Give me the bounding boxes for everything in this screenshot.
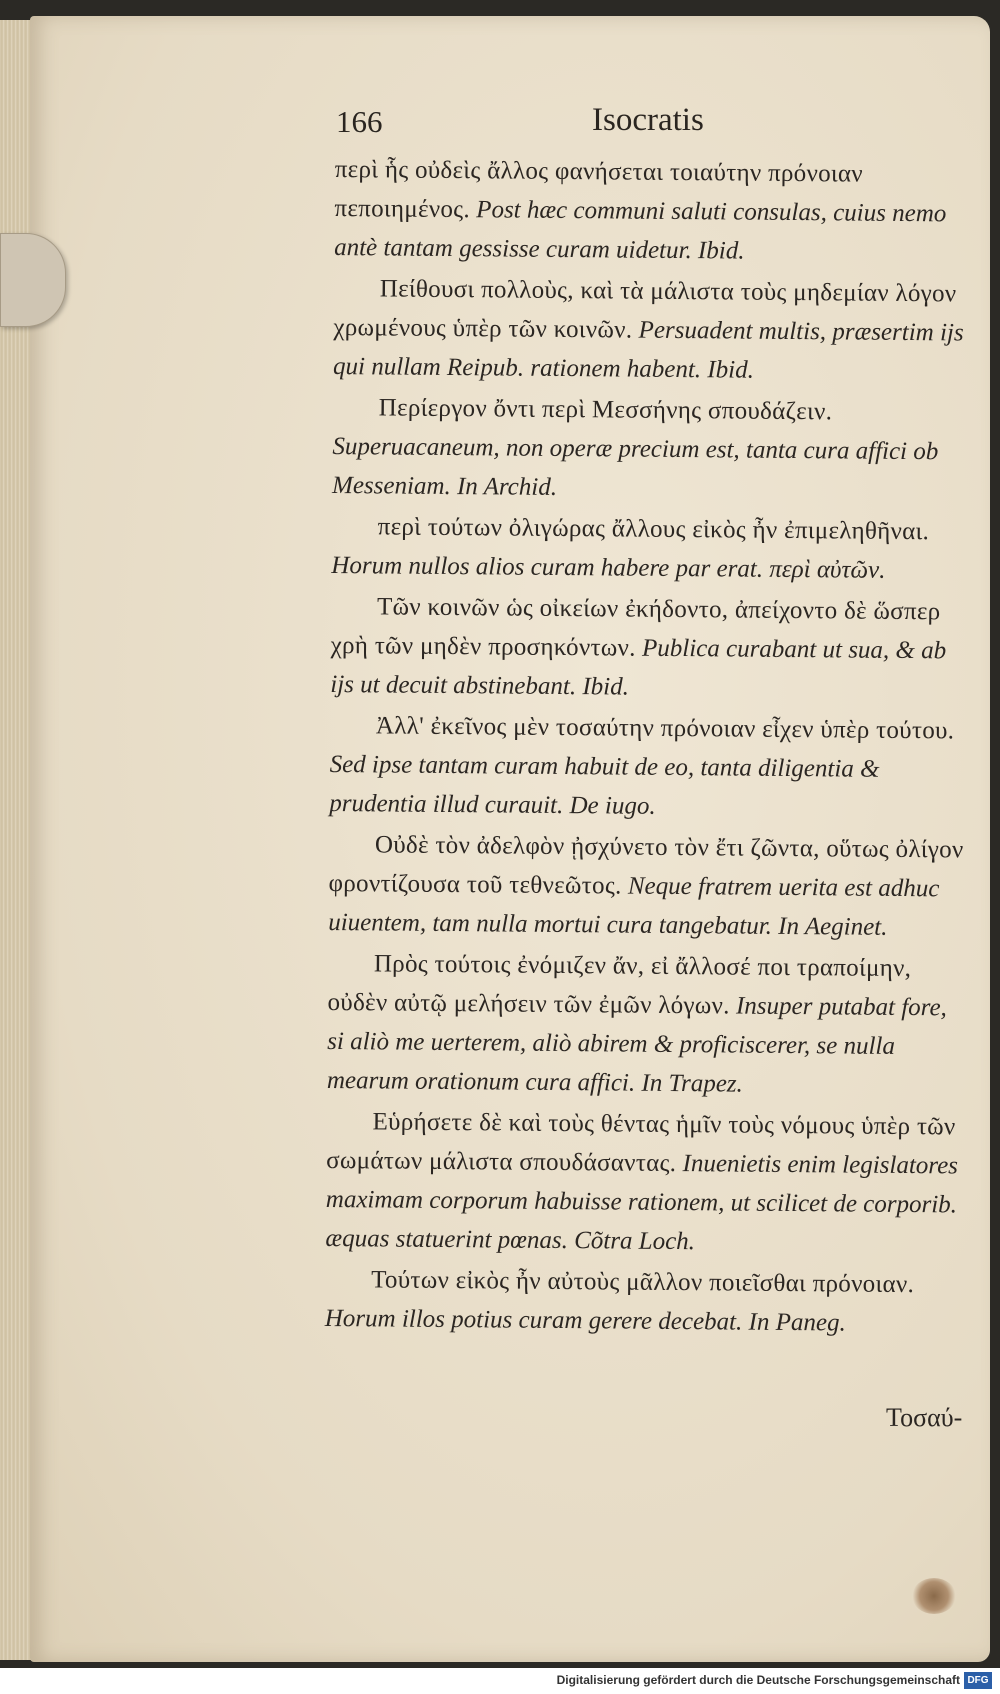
entry: [325, 1102, 966, 1264]
latin-translation: Superuacaneum, non operæ precium est, tanta cura affici ob Messeniam. In Archid.: [331, 432, 939, 501]
entry: [332, 388, 973, 511]
entry: [334, 150, 975, 273]
latin-translation: Horum nullos alios curam habere par erat. περὶ αὐτῶν.: [331, 551, 886, 584]
catchword: Τοσαύ-: [886, 1403, 963, 1432]
digitization-footer: [0, 1668, 1000, 1694]
latin-translation: Horum illos potius curam gerere decebat. In Paneg.: [324, 1304, 846, 1337]
entry: [328, 825, 969, 948]
running-head: Isocratis: [592, 102, 704, 138]
footer-credit: Digitalisierung gefördert durch die Deutsche Forschungsgemeinschaft: [556, 1673, 960, 1687]
paper-stain: [912, 1578, 956, 1614]
page-tab-marker: [0, 233, 66, 327]
entry: [333, 269, 974, 392]
book-page: [30, 16, 990, 1662]
greek-quote: Περίεργον ὄντι περὶ Μεσσήνης σπουδάζειν.: [378, 394, 833, 426]
greek-quote: Πείθουσι πολλοὺς, καὶ τὰ μάλιστα τοὺς μηδεμίαν λόγον χρωμένους ὑπὲρ τῶν κοινῶν.: [333, 275, 957, 344]
latin-translation: Neque fratrem uerita est adhuc uiuentem, tam nulla mortui cura tangebatur. In Aeginet.: [328, 872, 940, 941]
entry: [325, 1260, 966, 1344]
dfg-logo: DFG: [964, 1672, 992, 1689]
text-block: [325, 150, 975, 1346]
entry: [330, 587, 971, 710]
greek-quote: Τούτων εἰκὸς ἦν αὐτοὺς μᾶλλον ποιεῖσθαι πρόνοιαν.: [371, 1266, 915, 1299]
latin-translation: Publica curabant ut sua, & ab ijs ut decuit abstinebant. Ibid.: [330, 634, 947, 701]
page-number: 166: [336, 104, 383, 139]
entry: [331, 507, 972, 591]
greek-quote: Πρὸς τούτοις ἐνόμιζεν ἄν, εἰ ἄλλοσέ ποι τραποίμην, οὐδὲν αὐτῷ μελήσειν τῶν ἐμῶν λόγων.: [327, 950, 912, 1020]
latin-translation: Inuenietis enim legislatores maximam corporum habuisse rationem, ut scilicet de corporib. æquas statuerint pœnas. Cõtra Loch.: [325, 1150, 959, 1256]
latin-translation: Post hæc communi saluti consulas, cuius nemo antè tantam gessisse curam uidetur. Ibid.: [334, 196, 947, 265]
latin-translation: Sed ipse tantam curam habuit de eo, tanta diligentia & prudentia illud curauit. De iugo.: [329, 750, 880, 820]
latin-translation: Insuper putabat fore, si aliò me uerterem, aliò abirem & proficiscerer, se nulla mearum orationum cura affici. In Trapez.: [326, 992, 947, 1098]
entry: [329, 706, 970, 829]
latin-translation: Persuadent multis, præsertim ijs qui nullam Reipub. rationem habent. Ibid.: [332, 316, 964, 384]
greek-quote: περὶ ἧς οὐδεὶς ἄλλος φανήσεται τοιαύτην πρόνοιαν πεποιημένος.: [334, 155, 864, 224]
entry: [327, 944, 968, 1106]
greek-quote: Ἀλλ' ἐκεῖνος μὲν τοσαύτην πρόνοιαν εἶχεν ὑπὲρ τούτου.: [375, 712, 955, 745]
greek-quote: Οὐδὲ τὸν ἀδελφὸν ᾐσχύνετο τὸν ἔτι ζῶντα, οὕτως ὀλίγον φροντίζουσα τοῦ τεθνεῶτος.: [328, 831, 964, 900]
greek-quote: περὶ τούτων ὀλιγώρας ἄλλους εἰκὸς ἦν ἐπιμεληθῆναι.: [377, 513, 930, 546]
greek-quote: Εὑρήσετε δὲ καὶ τοὺς θέντας ἡμῖν τοὺς νόμους ὑπὲρ τῶν σωμάτων μάλιστα σπουδάσαντας.: [326, 1108, 956, 1178]
greek-quote: Τῶν κοινῶν ὡς οἰκείων ἐκήδοντο, ἀπείχοντο δὲ ὥσπερ χρὴ τῶν μηδὲν προσηκόντων.: [330, 593, 941, 662]
